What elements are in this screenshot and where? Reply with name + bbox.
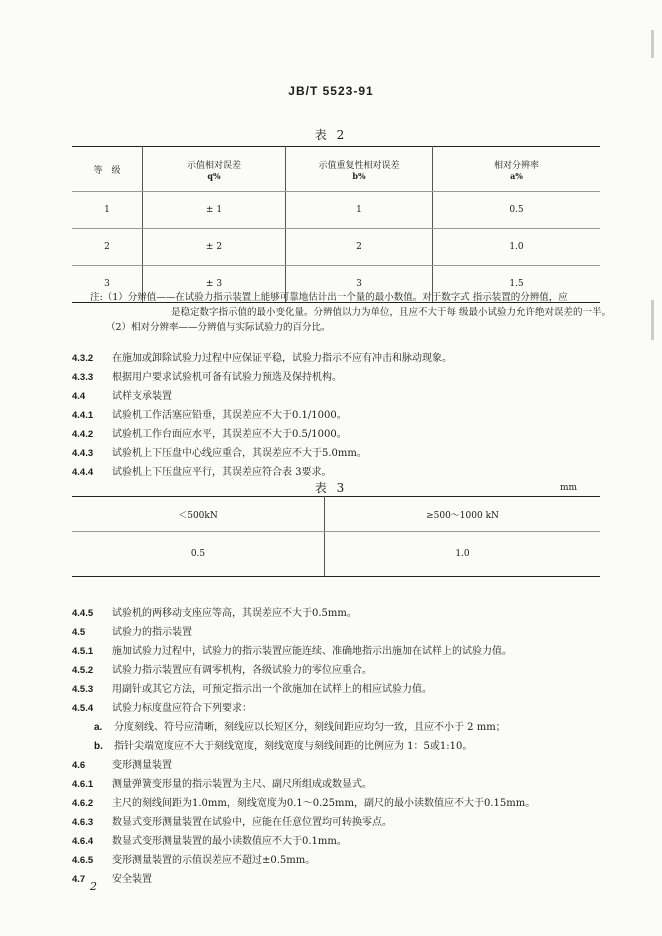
table-row: 2 ± 2 2 1.0 xyxy=(72,229,600,266)
list-item: b. 指针尖端宽度应不大于刻线宽度，刻线宽度与刻线间距的比例应为 1：5或1:10。 xyxy=(94,741,473,752)
clause: 4.6.3 数显式变形测量装置在试验中，应能在任意位置均可转换零点。 xyxy=(72,817,392,828)
table3 xyxy=(72,496,600,577)
table3-unit: mm xyxy=(560,483,578,493)
table2-caption: 表 2 xyxy=(314,128,348,142)
clause: 4.4.2 试验机工作台面应水平，其误差应不大于0.5/1000。 xyxy=(72,429,347,440)
table2-note-1: 注:（1）分辨值——在试验力指示装置上能够可靠地估计出一个量的最小数值。对于数字式 指示装置的分辨值，应 xyxy=(90,292,568,303)
table2-header-cell: 示值相对误差 q% xyxy=(143,147,286,192)
clause: 4.5.2 试验力指示装置应有调零机构，各级试验力的零位应重合。 xyxy=(72,665,372,676)
clause: 4.4.5 试验机的两移动支座应等高，其误差应不大于0.5mm。 xyxy=(72,608,357,619)
clause: 4.6.1 测量弹簧变形量的指示装置为主尺、副尺所组成或数显式。 xyxy=(72,779,372,790)
clause: 4.6.2 主尺的刻线间距为1.0mm，刻线宽度为0.1～0.25mm，副尺的最小读数值应不大于0.15mm。 xyxy=(72,798,536,809)
clause: 4.5.3 用副针或其它方法，可预定指示出一个欲施加在试样上的相应试验力值。 xyxy=(72,684,432,695)
clause: 4.5 试验力的指示装置 xyxy=(72,627,192,638)
document-header: JB/T 5523-91 xyxy=(288,84,374,98)
clause: 4.3.2 在施加或卸除试验力过程中应保证平稳，试验力指示不应有冲击和脉动现象。 xyxy=(72,353,452,364)
clause: 4.4 试样支承装置 xyxy=(72,391,172,402)
clause: 4.4.1 试验机工作活塞应铅垂，其误差应不大于0.1/1000。 xyxy=(72,410,347,421)
table2 xyxy=(72,146,600,303)
table2-header-cell: 等 级 xyxy=(72,147,143,192)
scan-mark xyxy=(651,30,654,58)
clause: 4.5.1 施加试验力过程中，试验力的指示装置应能连续、准确地指示出施加在试样上的试验力值。 xyxy=(72,646,512,657)
table2-header-cell: 相对分辨率 a% xyxy=(433,147,601,192)
scan-mark xyxy=(651,300,654,340)
clause: 4.7 安全装置 xyxy=(72,874,152,885)
clause: 4.4.3 试验机上下压盘中心线应重合，其误差应不大于5.0mm。 xyxy=(72,448,367,459)
table-row: 1 ± 1 1 0.5 xyxy=(72,192,600,229)
clause: 4.5.4 试验力标度盘应符合下列要求： xyxy=(72,703,252,714)
table2-header-row xyxy=(72,147,600,192)
clause: 4.6 变形测量装置 xyxy=(72,760,172,771)
table-row: 0.5 1.0 xyxy=(72,532,600,577)
list-item: a. 分度刻线、符号应清晰，刻线应以长短区分，刻线间距应均匀一致，且应不小于 2 mm； xyxy=(94,722,506,733)
table2-note-3: （2）相对分辨率——分辨值与实际试验力的百分比。 xyxy=(106,322,331,333)
clause: 4.6.5 变形测量装置的示值误差应不超过±0.5mm。 xyxy=(72,855,316,866)
table-row: 3 ± 3 3 1.5 xyxy=(72,266,600,303)
page-number: 2 xyxy=(90,880,97,893)
table2-header-cell: 示值重复性相对误差 b% xyxy=(286,147,433,192)
clause: 4.4.4 试验机上下压盘应平行，其误差应符合表 3要求。 xyxy=(72,467,332,478)
clause: 4.3.3 根据用户要求试验机可备有试验力预选及保持机构。 xyxy=(72,372,342,383)
table2-note-2: 是稳定数字指示值的最小变化量。分辨值以力为单位，且应不大于每 级最小试验力允许绝对误差的一半。 xyxy=(171,307,612,318)
table3-header-row: ＜500kN ≥500～1000 kN xyxy=(72,497,600,532)
clause: 4.6.4 数显式变形测量装置的最小读数值应不大于0.1mm。 xyxy=(72,836,347,847)
table3-caption: 表 3 xyxy=(314,481,348,495)
